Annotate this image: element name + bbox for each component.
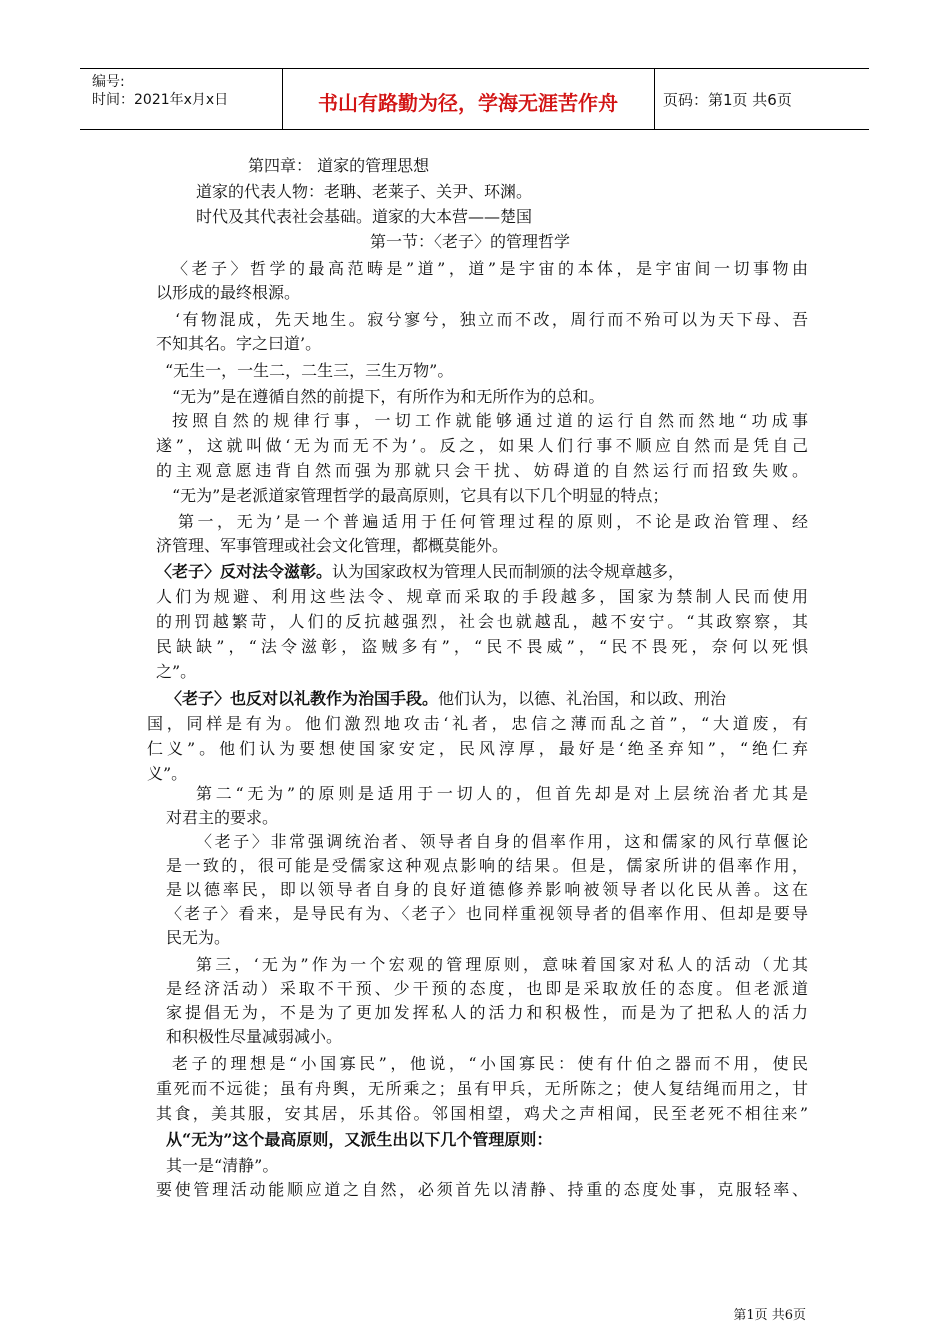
text-line: 人们为规避、利用这些法令、规章而采取的手段越多，国家为禁制人民而使用: [156, 587, 808, 606]
text-line: 按照自然的规律行事，一切工作就能够通过道的运行自然而然地“功成事: [172, 411, 808, 430]
text-line: 民缺缺”，“法令滋彰，盗贼多有”，“民不畏威”，“民不畏死，奈何以死惧: [156, 637, 808, 656]
text-line: 道家的代表人物：老聃、老莱子、关尹、环渊。: [196, 182, 533, 201]
text-line: 其一是“清静”。: [166, 1156, 279, 1175]
text-line: 的刑罚越繁苛，人们的反抗越强烈，社会也就越乱，越不安宁。“其政察察，其: [156, 612, 808, 631]
page-number: 页码：第1页 共6页: [663, 91, 792, 109]
text-line: 和积极性尽量减弱减小。: [166, 1027, 343, 1046]
text-line: 〈老子〉哲学的最高范畴是”道”，道”是宇宙的本体，是宇宙间一切事物由: [172, 259, 808, 278]
text-line: 济管理、军事管理或社会文化管理，都概莫能外。: [156, 536, 509, 555]
bold-lead: 〈老子〉反对法令滋彰。: [156, 562, 333, 581]
text-line: 要使管理活动能顺应道之自然，必须首先以清静、持重的态度处事，克服轻率、: [156, 1180, 808, 1199]
text-line: 不知其名。字之曰道’。: [156, 334, 322, 353]
text-line: 〈老子〉非常强调统治者、领导者自身的倡率作用，这和儒家的风行草偃论: [196, 832, 808, 851]
bold-lead: 〈老子〉也反对以礼教作为治国手段。: [166, 689, 439, 708]
text-line: 第二“无为”的原则是适用于一切人的，但首先却是对上层统治者尤其是: [196, 784, 808, 803]
text-line: 其食，美其服，安其居，乐其俗。邻国相望，鸡犬之声相闻，民至老死不相往来”: [156, 1104, 808, 1123]
text-line: 遂”，这就叫做‘无为而无不为’。反之，如果人们行事不顺应自然而是凭自己: [156, 436, 808, 455]
text-line: 老子的理想是“小国寡民”，他说，“小国寡民：使有什伯之器而不用，使民: [172, 1054, 808, 1073]
header-divider: [654, 69, 655, 129]
text-line: 〈老子〉看来，是导民有为、〈老子〉也同样重视领导者的倡率作用、但却是要导: [166, 904, 808, 923]
text-line: 是以德率民，即以领导者自身的良好道德修养影响被领导者以化民从善。这在: [166, 880, 808, 899]
text-line: [166, 687, 726, 711]
bold-heading: 从“无为”这个最高原则，又派生出以下几个管理原则：: [166, 1130, 553, 1149]
text-line: “无为”是老派道家管理哲学的最高原则，它具有以下几个明显的特点；: [172, 486, 669, 505]
chapter-title: 第四章： 道家的管理思想: [248, 156, 430, 175]
serial-label: 编号:: [92, 74, 125, 90]
text-line: 时代及其代表社会基础。道家的大本营——楚国: [196, 207, 533, 226]
text-line: 仁义”。他们认为要想使国家安定，民风淳厚，最好是‘绝圣弃知”，“绝仁弃: [147, 739, 808, 758]
text-line: 是经济活动）采取不干预、少干预的态度，也即是采取放任的态度。但老派道: [166, 979, 808, 998]
motto: 书山有路勤为径，学海无涯苦作舟: [318, 91, 618, 115]
text-line: “无为”是在遵循自然的前提下，有所作为和无所作为的总和。: [172, 387, 605, 406]
section-title: 第一节：〈老子〉的管理哲学: [370, 232, 571, 251]
text-line: 是一致的，很可能是受儒家这种观点影响的结果。但是，儒家所讲的倡率作用，: [166, 856, 808, 875]
text-line: 家提倡无为，不是为了更加发挥私人的活力和积极性，而是为了把私人的活力: [166, 1003, 808, 1022]
time-label: 时间：2021年x月x日: [92, 92, 229, 108]
text-line: 重死而不远徙；虽有舟舆，无所乘之；虽有甲兵，无所陈之；使人复结绳而用之，甘: [156, 1079, 808, 1098]
text-line: “无生一，一生二，二生三，三生万物”。: [165, 361, 454, 380]
text-line: [156, 560, 684, 584]
page-footer: 第1页 共6页: [733, 1308, 806, 1323]
text-line: 义”。: [147, 764, 188, 783]
text-line: 对君主的要求。: [166, 808, 279, 827]
text-line: ‘有物混成，先天地生。寂兮寥兮，独立而不改，周行而不殆可以为天下母、吾: [175, 310, 808, 329]
text-run: 认为国家政权为管理人民而制颁的法令规章越多，: [332, 562, 685, 581]
text-line: 国，同样是有为。他们激烈地攻击‘礼者，忠信之薄而乱之首”，“大道废，有: [147, 714, 808, 733]
text-line: 以形成的最终根源。: [156, 283, 301, 302]
text-line: 第三，‘无为”作为一个宏观的管理原则，意味着国家对私人的活动（尤其: [196, 955, 808, 974]
text-run: 他们认为，以德、礼治国，和以政、刑治: [438, 689, 727, 708]
text-line: 之”。: [156, 662, 197, 681]
text-line: 的主观意愿违背自然而强为那就只会干扰、妨碍道的自然运行而招致失败。: [156, 461, 808, 480]
text-line: 第一，无为’是一个普遍适用于任何管理过程的原则，不论是政治管理、经: [178, 512, 808, 531]
text-line: 民无为。: [166, 928, 231, 947]
page-header: [80, 68, 869, 130]
